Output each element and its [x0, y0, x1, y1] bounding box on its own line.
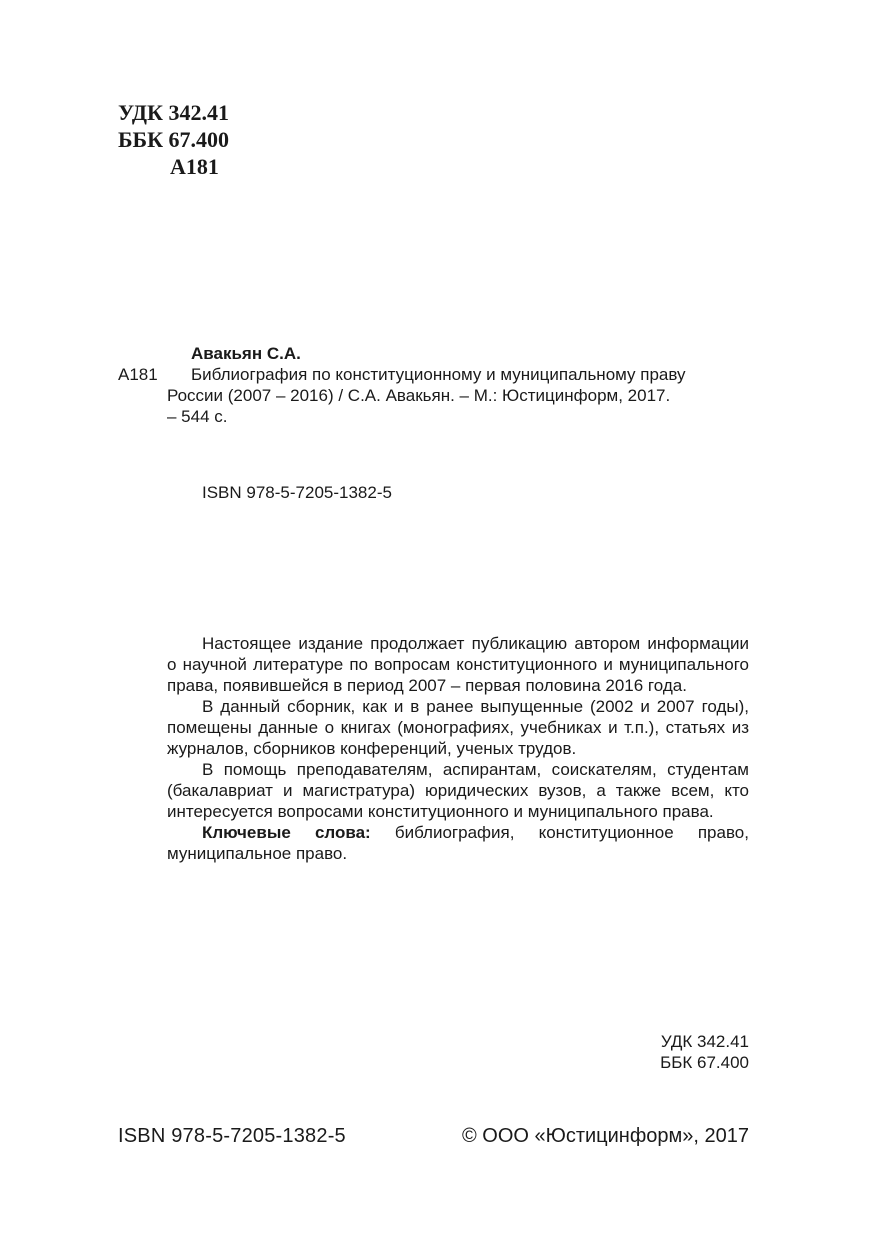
copyright-notice: © ООО «Юстицинформ», 2017: [461, 1125, 749, 1147]
classification-header: [118, 99, 229, 180]
keywords-text: библиография, конституционное право, муниципальное право.: [167, 823, 749, 863]
bib-line: – 544 с.: [167, 407, 228, 426]
bibliographic-description: [167, 364, 749, 427]
catalog-author-mark: А181: [118, 365, 158, 384]
bbk-code-bottom: ББК 67.400: [660, 1053, 749, 1072]
catalog-isbn: ISBN 978-5-7205-1382-5: [202, 483, 392, 502]
udk-code: УДК 342.41: [118, 100, 230, 125]
abstract-paragraph: Настоящее издание продолжает публикацию автором информации о научной литературе по вопросам конституционного и муниципального права, появившейся в период 2007 – первая половина 2016 года.: [167, 634, 749, 695]
bib-line: Библиография по конституционному и муниципальному праву: [191, 365, 686, 384]
author-mark: А181: [170, 154, 219, 179]
abstract-paragraph: В данный сборник, как и в ранее выпущенные (2002 и 2007 годы), помещены данные о книгах (монографиях, учебниках и т.п.), статьях из журналов, сборников конференций, ученых трудов.: [167, 697, 749, 758]
udk-code-bottom: УДК 342.41: [660, 1032, 749, 1051]
bib-line: России (2007 – 2016) / С.А. Авакьян. – М.: Юстицинформ, 2017.: [167, 386, 671, 405]
keywords-paragraph: [167, 822, 749, 864]
catalog-author: Авакьян С.А.: [191, 344, 301, 363]
abstract-paragraph: В помощь преподавателям, аспирантам, соискателям, студентам (бакалавриат и магистратура) юридических вузов, а также всем, кто интересуется вопросами конституционного и муниципального права.: [167, 760, 749, 821]
keywords-label: Ключевые слова:: [202, 823, 371, 842]
footer-isbn: ISBN 978-5-7205-1382-5: [118, 1125, 346, 1147]
bbk-code: ББК 67.400: [118, 127, 230, 152]
classification-footer: [660, 1031, 749, 1073]
abstract: [167, 633, 749, 864]
